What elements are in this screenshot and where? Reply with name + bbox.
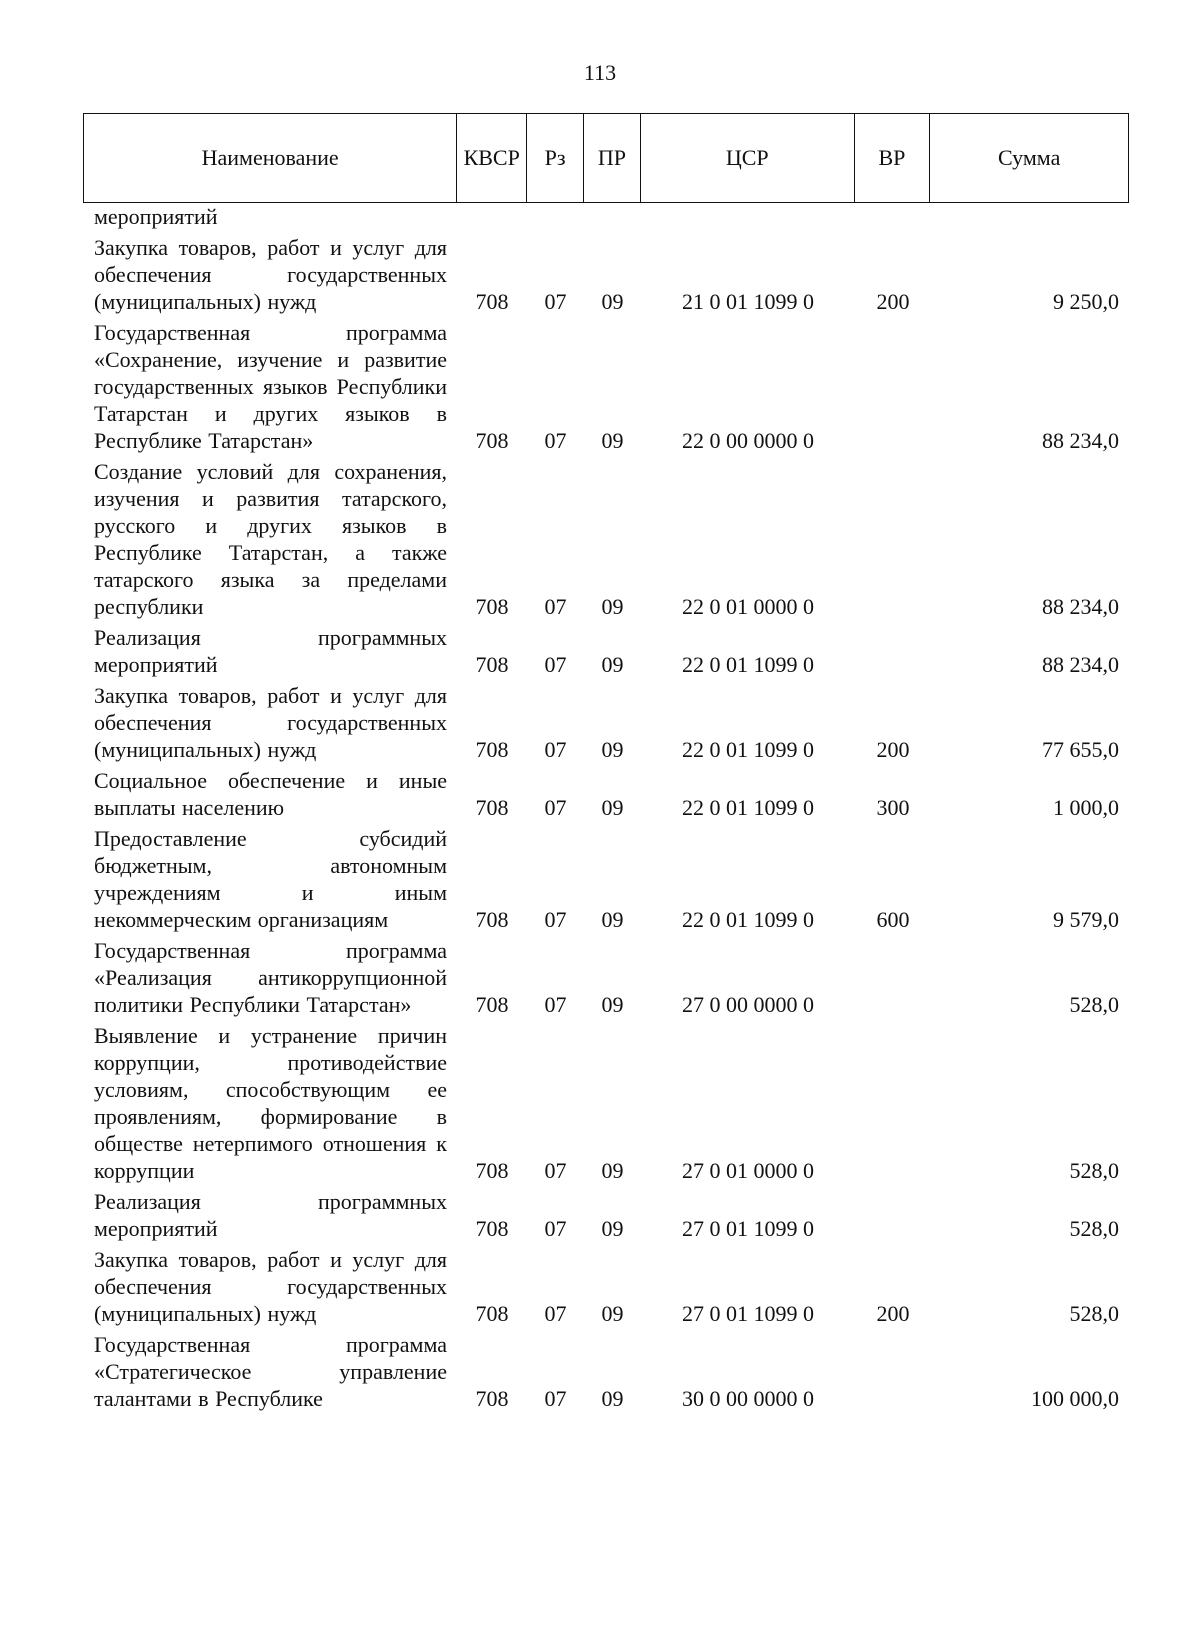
row-csr: 27 0 01 1099 0 — [682, 1301, 814, 1326]
row-sum: 88 234,0 — [1042, 428, 1119, 453]
row-rz: 07 — [544, 428, 567, 453]
row-pr: 09 — [601, 992, 624, 1017]
row-sum: 77 655,0 — [1042, 737, 1119, 762]
header-sum: Сумма — [998, 145, 1061, 170]
row-csr: 27 0 00 0000 0 — [682, 992, 814, 1017]
row-rz: 07 — [544, 594, 567, 619]
row-pr: 09 — [601, 737, 624, 762]
row-csr: 22 0 00 0000 0 — [682, 428, 814, 453]
table-row — [83, 763, 1129, 821]
row-sum: 1 000,0 — [1053, 795, 1119, 820]
row-kvsr: 708 — [475, 1301, 509, 1326]
row-rz: 07 — [544, 795, 567, 820]
header-csr: ЦСР — [641, 114, 855, 202]
row-sum: 88 234,0 — [1042, 594, 1119, 619]
row-rz: 07 — [544, 907, 567, 932]
row-name: Закупка товаров, работ и услуг для обеспечения государственных (муниципальных) нужд — [94, 1247, 447, 1326]
row-name: Закупка товаров, работ и услуг для обеспечения государственных (муниципальных) нужд — [94, 235, 447, 314]
row-name: Создание условий для сохранения, изучения и развития татарского, русского и других языков в Республике Татарстан, а также татарского языка за пределами республики — [94, 459, 447, 619]
row-name: Предоставление субсидий бюджетным, автономным учреждениям и иным некоммерческим организациям — [94, 826, 447, 932]
table-header — [83, 113, 1129, 203]
table-row — [83, 933, 1129, 1018]
row-name: Выявление и устранение причин коррупции, противодействие условиям, способствующим ее проявлениям, формирование в обществе нетерпимого отношения к коррупции — [94, 1023, 447, 1183]
row-sum: 100 000,0 — [1031, 1386, 1119, 1411]
row-kvsr: 708 — [475, 594, 509, 619]
table-row — [83, 1184, 1129, 1242]
row-csr: 22 0 01 1099 0 — [682, 795, 814, 820]
row-pr: 09 — [601, 907, 624, 932]
row-csr: 21 0 01 1099 0 — [682, 289, 814, 314]
table-body — [83, 203, 1129, 1412]
row-sum: 88 234,0 — [1042, 652, 1119, 677]
table-row — [83, 454, 1129, 620]
table-row — [83, 1327, 1129, 1412]
page-number: 113 — [583, 60, 617, 85]
row-name: Государственная программа «Реализация антикоррупционной политики Республики Татарстан» — [94, 938, 447, 1017]
row-kvsr: 708 — [475, 652, 509, 677]
row-pr: 09 — [601, 1216, 624, 1241]
row-kvsr: 708 — [475, 289, 509, 314]
table-row — [83, 821, 1129, 933]
row-kvsr: 708 — [475, 1158, 509, 1183]
table-row — [83, 315, 1129, 454]
table-row — [83, 230, 1129, 315]
row-pr: 09 — [601, 1386, 624, 1411]
row-sum: 9 579,0 — [1053, 907, 1119, 932]
header-kvsr: КВСР — [457, 114, 527, 202]
row-rz: 07 — [544, 1386, 567, 1411]
row-sum: 528,0 — [1069, 1216, 1119, 1241]
table-row — [83, 203, 1129, 230]
row-csr: 27 0 01 1099 0 — [682, 1216, 814, 1241]
row-sum: 9 250,0 — [1053, 289, 1119, 314]
row-name: мероприятий — [94, 204, 218, 229]
row-sum: 528,0 — [1069, 1301, 1119, 1326]
row-kvsr: 708 — [475, 795, 509, 820]
row-vr: 300 — [876, 795, 910, 820]
row-name: Государственная программа «Сохранение, изучение и развитие государственных языков Республики Татарстан и других языков в Республике Татарстан» — [94, 320, 447, 453]
row-pr: 09 — [601, 1158, 624, 1183]
row-vr: 200 — [876, 289, 910, 314]
table-row — [83, 1242, 1129, 1327]
table-row — [83, 620, 1129, 678]
row-rz: 07 — [544, 652, 567, 677]
row-name: Реализация программных мероприятий — [94, 1189, 447, 1241]
row-kvsr: 708 — [475, 1216, 509, 1241]
row-sum: 528,0 — [1069, 992, 1119, 1017]
row-name: Государственная программа «Стратегическое управление талантами в Республике — [94, 1332, 447, 1411]
row-name: Закупка товаров, работ и услуг для обеспечения государственных (муниципальных) нужд — [94, 683, 447, 762]
row-kvsr: 708 — [475, 737, 509, 762]
row-kvsr: 708 — [475, 428, 509, 453]
row-rz: 07 — [544, 992, 567, 1017]
row-csr: 22 0 01 1099 0 — [682, 737, 814, 762]
row-kvsr: 708 — [475, 907, 509, 932]
header-rz: Рз — [527, 114, 584, 202]
row-name: Реализация программных мероприятий — [94, 625, 447, 677]
row-csr: 22 0 01 1099 0 — [682, 907, 814, 932]
row-pr: 09 — [601, 1301, 624, 1326]
row-kvsr: 708 — [475, 1386, 509, 1411]
row-rz: 07 — [544, 289, 567, 314]
row-sum: 528,0 — [1069, 1158, 1119, 1183]
row-rz: 07 — [544, 737, 567, 762]
header-vr: ВР — [855, 114, 931, 202]
row-vr: 200 — [876, 1301, 910, 1326]
row-pr: 09 — [601, 795, 624, 820]
row-rz: 07 — [544, 1216, 567, 1241]
row-pr: 09 — [601, 428, 624, 453]
header-pr: ПР — [584, 114, 641, 202]
row-pr: 09 — [601, 652, 624, 677]
row-vr: 600 — [876, 907, 910, 932]
row-pr: 09 — [601, 289, 624, 314]
row-pr: 09 — [601, 594, 624, 619]
row-csr: 22 0 01 0000 0 — [682, 594, 814, 619]
header-name: Наименование — [84, 114, 457, 202]
row-vr: 200 — [876, 737, 910, 762]
row-rz: 07 — [544, 1301, 567, 1326]
row-rz: 07 — [544, 1158, 567, 1183]
table-row — [83, 678, 1129, 763]
row-kvsr: 708 — [475, 992, 509, 1017]
table-row — [83, 1018, 1129, 1184]
row-name: Социальное обеспечение и иные выплаты населению — [94, 768, 447, 820]
row-csr: 22 0 01 1099 0 — [682, 652, 814, 677]
row-csr: 27 0 01 0000 0 — [682, 1158, 814, 1183]
row-csr: 30 0 00 0000 0 — [682, 1386, 814, 1411]
